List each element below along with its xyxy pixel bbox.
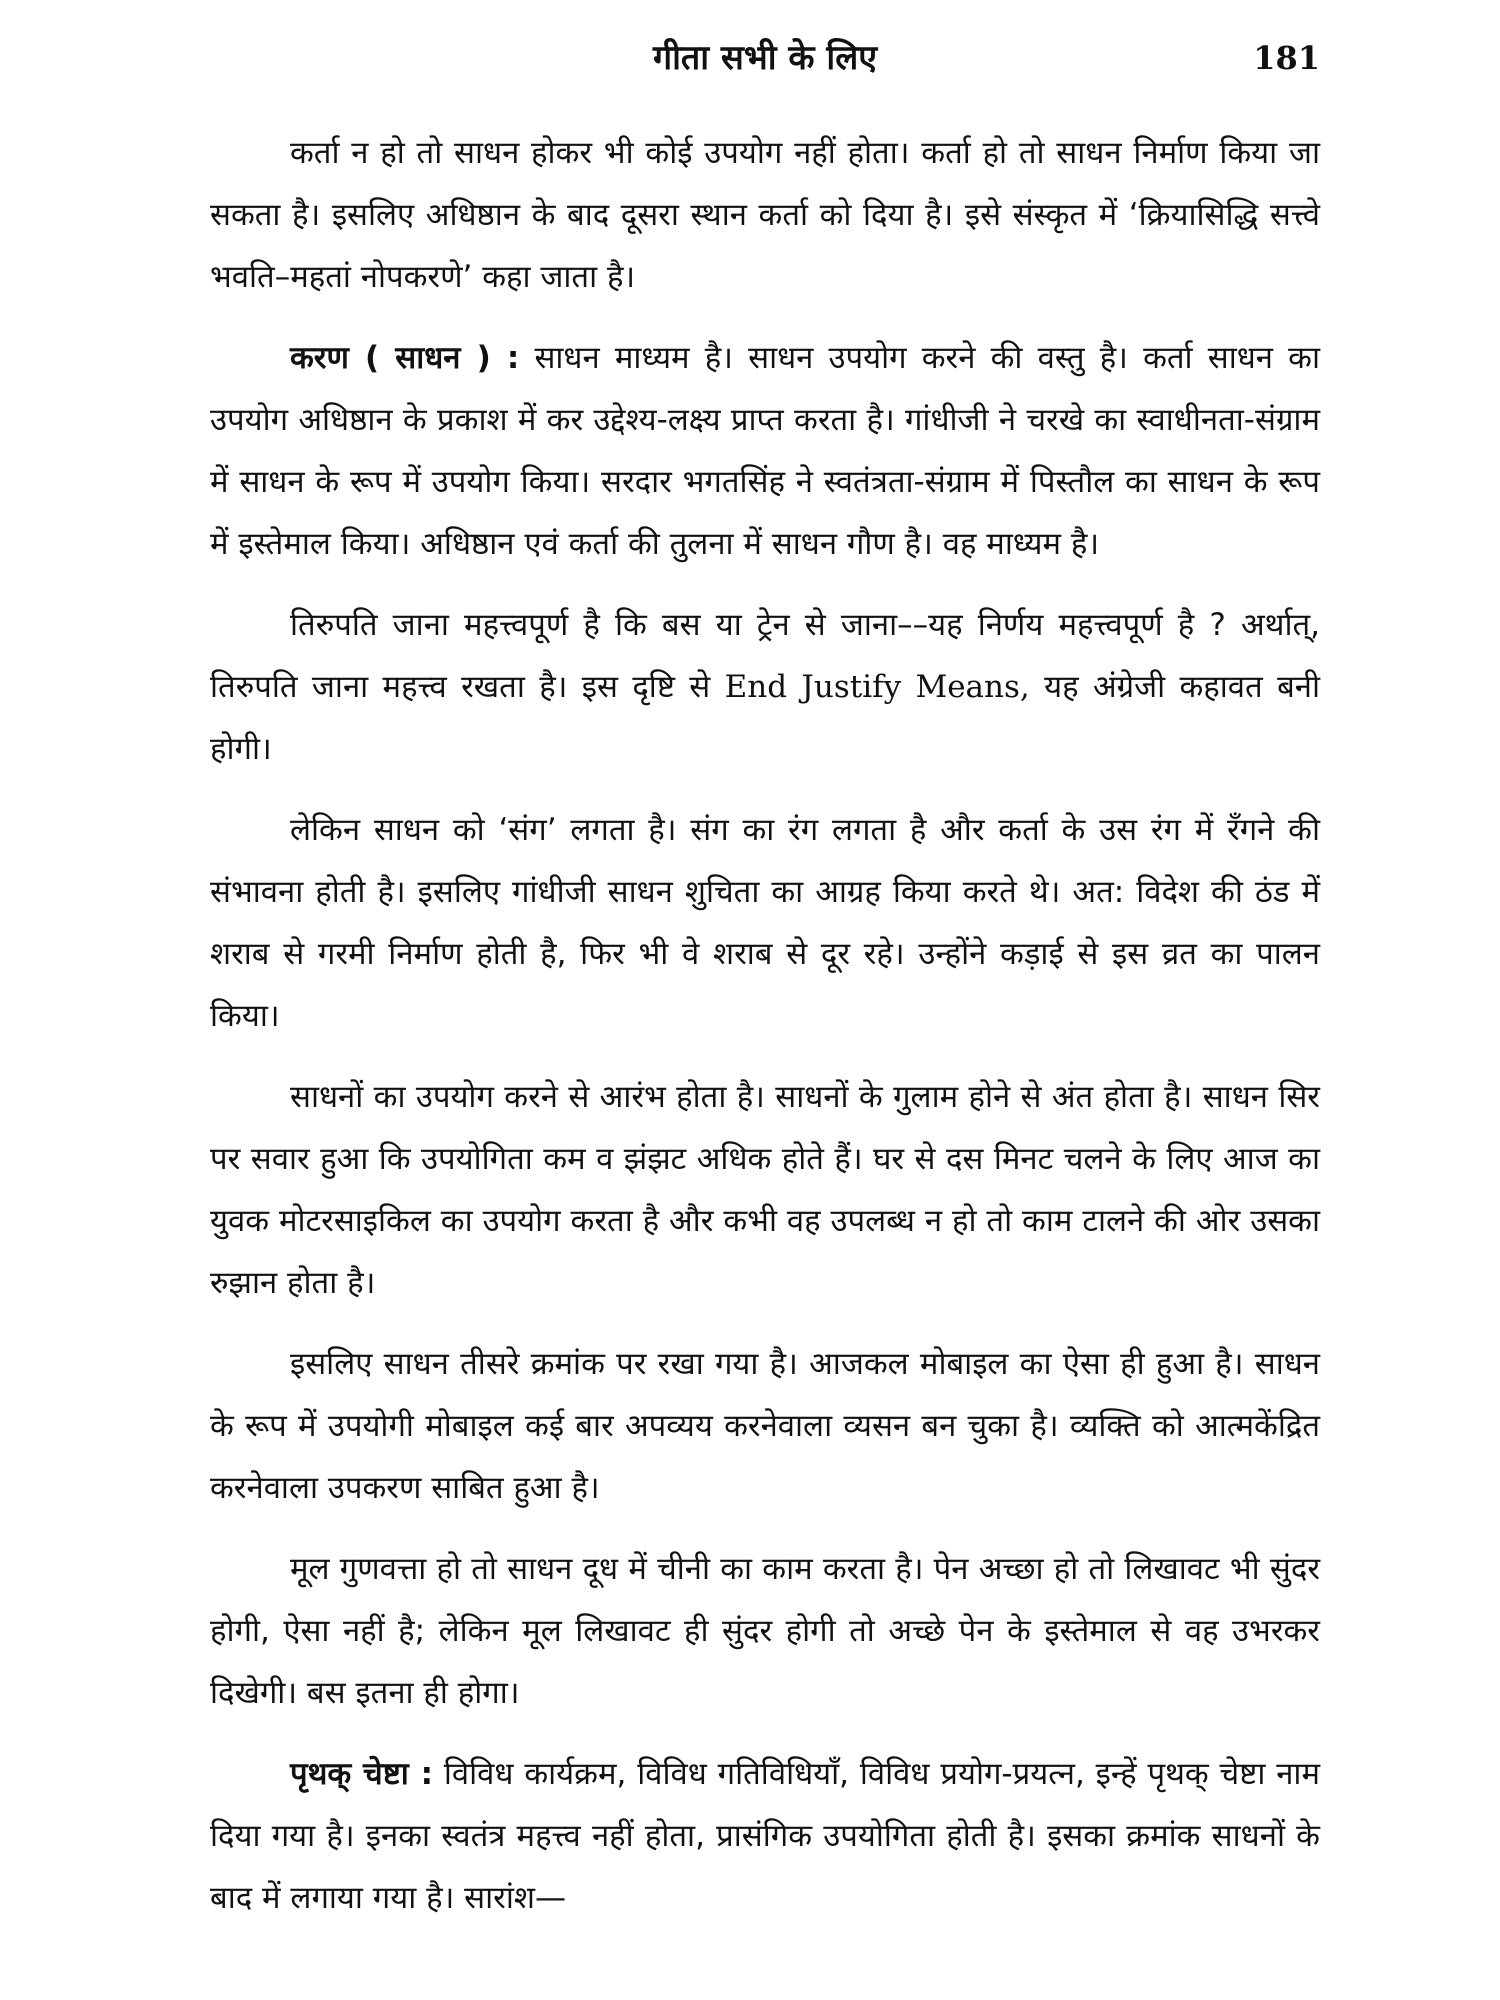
section-term-prithak-cheshta: पृथक् चेष्टा : [290,1756,434,1792]
paragraph-1 [210,122,1320,308]
paragraph-text: साधनों का उपयोग करने से आरंभ होता है। साधनों के गुलाम होने से अंत होता है। साधन सिर पर सवार हुआ कि उपयोगिता कम व झंझट अधिक होते हैं। घर से दस मिनट चलने के लिए आज का युवक मोटरसाइकिल का उपयोग करता है और कभी वह उपलब्ध न हो तो काम टालने की ओर उसका रुझान होता है। [210,1079,1320,1301]
section-term-karan: करण ( साधन ) : [290,340,520,376]
paragraph-text: विविध कार्यक्रम, विविध गतिविधियाँ, विविध प्रयोग-प्रयत्न, इन्हें पृथक् चेष्टा नाम दिया गया है। इनका स्वतंत्र महत्त्व नहीं होता, प्रासंगिक उपयोगिता होती है। इसका क्रमांक साधनों के बाद में लगाया गया है। सारांश— [210,1756,1320,1916]
paragraph-text: कर्ता न हो तो साधन होकर भी कोई उपयोग नहीं होता। कर्ता हो तो साधन निर्माण किया जा सकता है। इसलिए अधिष्ठान के बाद दूसरा स्थान कर्ता को दिया है। इसे संस्कृत में ‘क्रियासिद्धि सत्त्वे भवति–महतां नोपकरणे’ कहा जाता है। [210,135,1320,295]
paragraph-text: इसलिए साधन तीसरे क्रमांक पर रखा गया है। आजकल मोबाइल का ऐसा ही हुआ है। साधन के रूप में उपयोगी मोबाइल कई बार अपव्यय करनेवाला व्यसन बन चुका है। व्यक्ति को आत्मकेंद्रित करनेवाला उपकरण साबित हुआ है। [210,1346,1320,1506]
paragraph-text: लेकिन साधन को ‘संग’ लगता है। संग का रंग लगता है और कर्ता के उस रंग में रँगने की संभावना होती है। इसलिए गांधीजी साधन शुचिता का आग्रह किया करते थे। अत: विदेश की ठंड में शराब से गरमी निर्माण होती है, फिर भी वे शराब से दूर रहे। उन्होंने कड़ाई से इस व्रत का पालन किया। [210,812,1320,1034]
paragraph-sang [210,799,1320,1047]
paragraph-text: साधन माध्यम है। साधन उपयोग करने की वस्तु है। कर्ता साधन का उपयोग अधिष्ठान के प्रकाश में कर उद्देश्य-लक्ष्य प्राप्त करता है। गांधीजी ने चरखे का स्वाधीनता-संग्राम में साधन के रूप में उपयोग किया। सरदार भगतसिंह ने स्वतंत्रता-संग्राम में पिस्तौल का साधन के रूप में इस्तेमाल किया। अधिष्ठान एवं कर्ता की तुलना में साधन गौण है। वह माध्यम है। [210,340,1320,562]
english-phrase: End Justify Means, [724,669,1030,705]
paragraph-tirupati [210,594,1320,780]
paragraph-text-continued: यह अंग्रेजी कहावत बनी होगी। [210,669,1321,767]
page-header-title: गीता सभी के लिए [652,38,878,78]
paragraph-text: तिरुपति जाना महत्त्वपूर्ण है कि बस या ट्रेन से जाना––यह निर्णय महत्त्वपूर्ण है ? अर्थात्, तिरुपति जाना महत्त्व रखता है। इस दृष्टि से [210,607,1320,705]
page-number: 181 [1253,39,1320,77]
paragraph-mobile [210,1333,1320,1519]
paragraph-karan [210,327,1320,575]
running-head [210,28,1320,88]
body-text [210,122,1320,1948]
paragraph-prithak-cheshta [210,1743,1320,1929]
paragraph-gunvatta [210,1538,1320,1724]
paragraph-text: मूल गुणवत्ता हो तो साधन दूध में चीनी का काम करता है। पेन अच्छा हो तो लिखावट भी सुंदर होगी, ऐसा नहीं है; लेकिन मूल लिखावट ही सुंदर होगी तो अच्छे पेन के इस्तेमाल से वह उभरकर दिखेगी। बस इतना ही होगा। [210,1551,1320,1711]
paragraph-sadhan-upyog [210,1066,1320,1314]
